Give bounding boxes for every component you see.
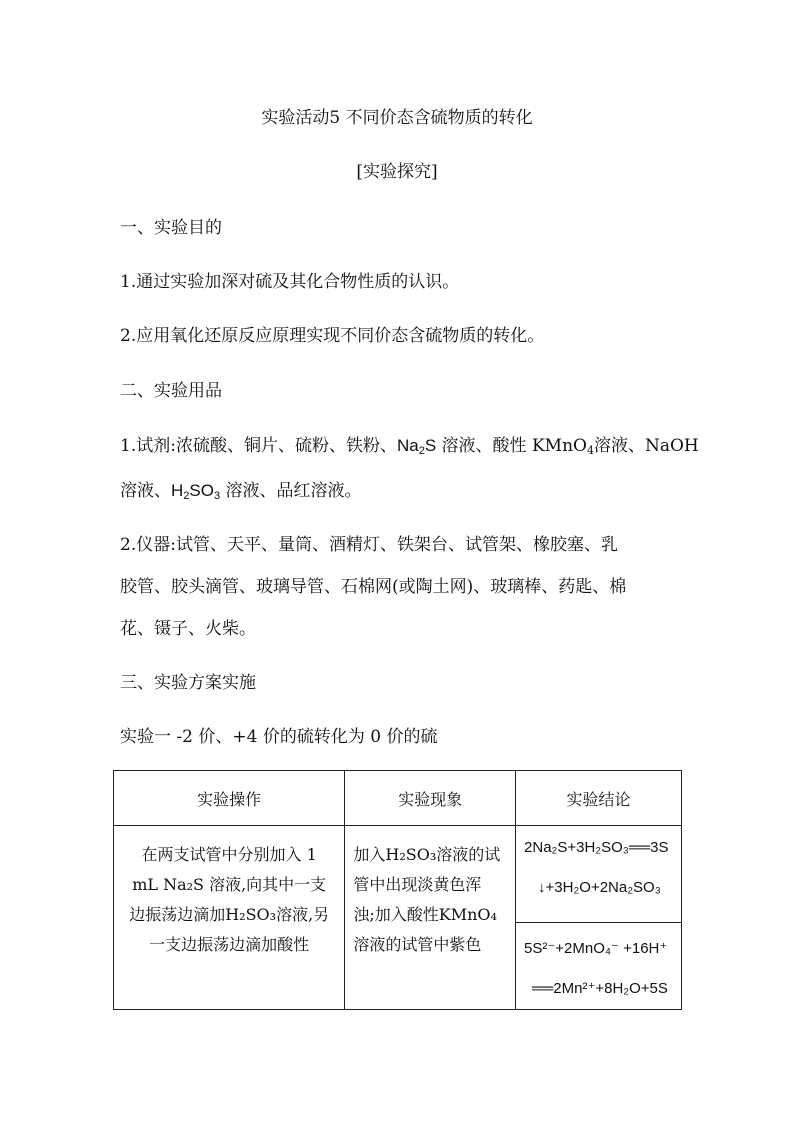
header-phenomenon: 实验现象 xyxy=(345,771,516,826)
phenomenon-cell xyxy=(345,826,516,1010)
conclusion-cell-1 xyxy=(516,826,682,923)
reagents-line-1 xyxy=(120,435,699,457)
reagents-text-a: 1.试剂:浓硫酸、铜片、硫粉、铁粉、 xyxy=(120,436,397,456)
reagents-line-2 xyxy=(120,480,362,502)
reagents-text-d: 溶液、 xyxy=(120,481,171,501)
instruments-line-3: 花、镊子、火柴。 xyxy=(120,619,256,639)
section-heading-procedure: 三、实验方案实施 xyxy=(120,673,256,693)
purpose-item-2: 2.应用氧化还原反应原理实现不同价态含硫物质的转化。 xyxy=(120,326,545,346)
operation-line-3: 边振荡边滴加H₂SO₃溶液,另 xyxy=(129,905,330,924)
formula-kmno4: KMnO$_4$ xyxy=(531,436,594,457)
conclusion-cell-2 xyxy=(516,923,682,1010)
header-conclusion: 实验结论 xyxy=(516,771,682,826)
experiment-table xyxy=(113,770,682,1010)
phenomenon-line-2: 管中出现淡黄色浑 xyxy=(353,875,482,894)
phenomenon-line-1: 加入H₂SO₃溶液的试 xyxy=(353,845,501,864)
page-title: 实验活动5 不同价态含硫物质的转化 xyxy=(261,108,533,128)
equation-1-line-1: 2Na₂S+3H₂SO₃══3S xyxy=(524,839,669,856)
phenomenon-line-3: 浊;加入酸性KMnO₄ xyxy=(353,905,497,924)
equation-2-line-1: 5S²⁻+2MnO₄⁻ +16H⁺ xyxy=(524,940,668,957)
formula-h2so3: $H_2SO_3$ xyxy=(171,481,221,502)
reagents-text-b: 溶液、酸性 xyxy=(436,436,532,456)
header-operation: 实验操作 xyxy=(114,771,345,826)
operation-cell xyxy=(114,826,345,1010)
table-row xyxy=(114,826,682,923)
section-heading-purpose: 一、实验目的 xyxy=(120,218,222,238)
reagents-text-e: 溶液、品红溶液。 xyxy=(220,481,362,501)
purpose-item-1: 1.通过实验加深对硫及其化合物性质的认识。 xyxy=(120,272,460,292)
formula-na2s: $Na_2S$ xyxy=(396,436,437,457)
section-label: [实验探究] xyxy=(356,162,438,182)
phenomenon-line-4: 溶液的试管中紫色 xyxy=(353,935,482,954)
table-header-row xyxy=(114,771,682,826)
section-heading-materials: 二、实验用品 xyxy=(120,381,222,401)
operation-line-1: 在两支试管中分别加入 1 xyxy=(141,845,317,864)
instruments-line-2: 胶管、胶头滴管、玻璃导管、石棉网(或陶土网)、玻璃棒、药匙、棉 xyxy=(120,577,627,597)
instruments-line-1: 2.仪器:试管、天平、量筒、酒精灯、铁架台、试管架、橡胶塞、乳 xyxy=(120,535,618,555)
equation-1-line-2: ↓+3H₂O+2Na₂SO₃ xyxy=(538,879,661,896)
reagents-text-c: 溶液、NaOH xyxy=(593,436,699,456)
equation-2-line-2: ══2Mn²⁺+8H₂O+5S xyxy=(532,980,668,997)
operation-line-2: mL Na₂S 溶液,向其中一支 xyxy=(132,875,327,894)
experiment-1-title: 实验一 -2 价、+4 价的硫转化为 0 价的硫 xyxy=(120,727,438,747)
operation-line-4: 一支边振荡边滴加酸性 xyxy=(149,935,310,954)
